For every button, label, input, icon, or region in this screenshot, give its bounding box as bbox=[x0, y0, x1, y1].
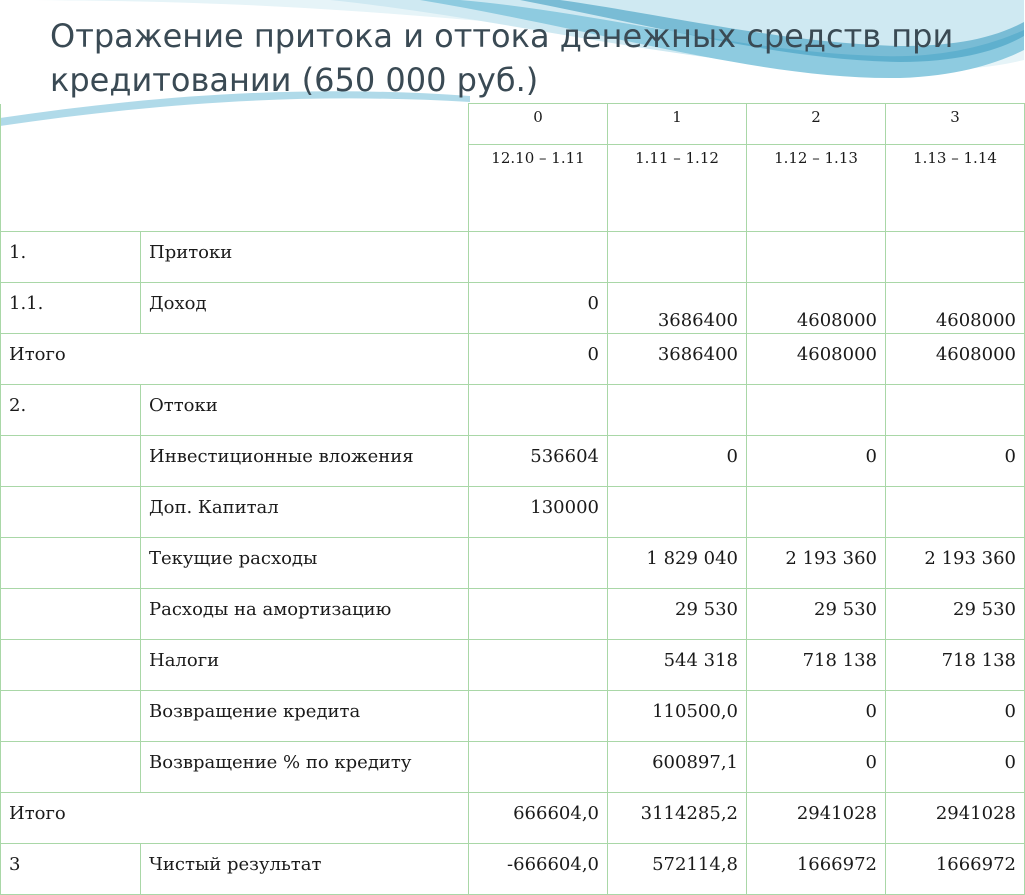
value-cell bbox=[747, 487, 886, 538]
period-number: 2 bbox=[747, 104, 886, 145]
value-cell: 0 bbox=[747, 691, 886, 742]
value-cell: 4608000 bbox=[747, 334, 886, 385]
period-dates: 1.11 – 1.12 bbox=[608, 145, 747, 232]
value-cell: 4608000 bbox=[747, 283, 886, 334]
value-cell: 110500,0 bbox=[608, 691, 747, 742]
table-row bbox=[1, 334, 1025, 385]
row-total-label: Итого bbox=[1, 334, 469, 385]
value-cell: 4608000 bbox=[886, 334, 1025, 385]
row-code bbox=[1, 691, 141, 742]
value-cell: 0 bbox=[886, 742, 1025, 793]
value-cell: 2 193 360 bbox=[747, 538, 886, 589]
value-cell: 3686400 bbox=[608, 334, 747, 385]
value-cell bbox=[608, 385, 747, 436]
value-cell bbox=[469, 589, 608, 640]
value-cell bbox=[608, 232, 747, 283]
row-label: Возвращение % по кредиту bbox=[141, 742, 469, 793]
row-label: Доп. Капитал bbox=[141, 487, 469, 538]
table-row bbox=[1, 742, 1025, 793]
value-cell: 0 bbox=[469, 334, 608, 385]
value-cell: 4608000 bbox=[886, 283, 1025, 334]
title-line-1: Отражение притока и оттока денежных средств при bbox=[50, 17, 954, 55]
value-cell: 2941028 bbox=[747, 793, 886, 844]
row-total-label: Итого bbox=[1, 793, 469, 844]
row-label: Оттоки bbox=[141, 385, 469, 436]
value-cell bbox=[886, 385, 1025, 436]
value-cell: 0 bbox=[469, 283, 608, 334]
row-label: Возвращение кредита bbox=[141, 691, 469, 742]
value-cell: 0 bbox=[747, 436, 886, 487]
value-cell bbox=[886, 232, 1025, 283]
table-row bbox=[1, 691, 1025, 742]
row-label: Расходы на амортизацию bbox=[141, 589, 469, 640]
row-label: Инвестиционные вложения bbox=[141, 436, 469, 487]
cash-flow-table bbox=[0, 103, 1025, 895]
value-cell: 2 193 360 bbox=[886, 538, 1025, 589]
value-cell: 1 829 040 bbox=[608, 538, 747, 589]
table-row bbox=[1, 538, 1025, 589]
table-row bbox=[1, 385, 1025, 436]
value-cell bbox=[608, 487, 747, 538]
value-cell: -666604,0 bbox=[469, 844, 608, 895]
value-cell: 2941028 bbox=[886, 793, 1025, 844]
row-code bbox=[1, 589, 141, 640]
period-number: 1 bbox=[608, 104, 747, 145]
period-number: 3 bbox=[886, 104, 1025, 145]
row-code bbox=[1, 640, 141, 691]
table-row bbox=[1, 436, 1025, 487]
row-label: Текущие расходы bbox=[141, 538, 469, 589]
period-dates: 12.10 – 1.11 bbox=[469, 145, 608, 232]
value-cell: 29 530 bbox=[608, 589, 747, 640]
value-cell: 718 138 bbox=[747, 640, 886, 691]
value-cell: 572114,8 bbox=[608, 844, 747, 895]
value-cell: 666604,0 bbox=[469, 793, 608, 844]
row-code: 1.1. bbox=[1, 283, 141, 334]
value-cell: 0 bbox=[608, 436, 747, 487]
table-row bbox=[1, 640, 1025, 691]
header-corner-cell bbox=[1, 104, 469, 232]
value-cell: 0 bbox=[747, 742, 886, 793]
value-cell bbox=[469, 742, 608, 793]
value-cell bbox=[886, 487, 1025, 538]
value-cell bbox=[469, 538, 608, 589]
period-dates: 1.13 – 1.14 bbox=[886, 145, 1025, 232]
value-cell: 29 530 bbox=[747, 589, 886, 640]
value-cell: 718 138 bbox=[886, 640, 1025, 691]
row-code: 3 bbox=[1, 844, 141, 895]
table-row bbox=[1, 793, 1025, 844]
table-row bbox=[1, 589, 1025, 640]
row-code: 2. bbox=[1, 385, 141, 436]
row-code bbox=[1, 487, 141, 538]
row-label: Доход bbox=[141, 283, 469, 334]
value-cell: 600897,1 bbox=[608, 742, 747, 793]
value-cell: 1666972 bbox=[747, 844, 886, 895]
row-label: Чистый результат bbox=[141, 844, 469, 895]
row-code bbox=[1, 436, 141, 487]
value-cell: 0 bbox=[886, 436, 1025, 487]
row-label: Притоки bbox=[141, 232, 469, 283]
row-label: Налоги bbox=[141, 640, 469, 691]
row-code bbox=[1, 538, 141, 589]
value-cell bbox=[469, 640, 608, 691]
value-cell: 3114285,2 bbox=[608, 793, 747, 844]
period-number: 0 bbox=[469, 104, 608, 145]
title-line-2: кредитовании (650 000 руб.) bbox=[50, 61, 539, 99]
row-code: 1. bbox=[1, 232, 141, 283]
value-cell: 536604 bbox=[469, 436, 608, 487]
value-cell: 130000 bbox=[469, 487, 608, 538]
value-cell bbox=[747, 385, 886, 436]
value-cell bbox=[747, 232, 886, 283]
slide-title bbox=[50, 14, 1010, 102]
row-code bbox=[1, 742, 141, 793]
value-cell: 29 530 bbox=[886, 589, 1025, 640]
value-cell: 3686400 bbox=[608, 283, 747, 334]
value-cell: 544 318 bbox=[608, 640, 747, 691]
value-cell bbox=[469, 232, 608, 283]
table-row bbox=[1, 844, 1025, 895]
header-row-period-numbers bbox=[1, 104, 1025, 145]
value-cell bbox=[469, 385, 608, 436]
table-row bbox=[1, 232, 1025, 283]
value-cell bbox=[469, 691, 608, 742]
table-row bbox=[1, 487, 1025, 538]
period-dates: 1.12 – 1.13 bbox=[747, 145, 886, 232]
value-cell: 1666972 bbox=[886, 844, 1025, 895]
table-row bbox=[1, 283, 1025, 334]
value-cell: 0 bbox=[886, 691, 1025, 742]
